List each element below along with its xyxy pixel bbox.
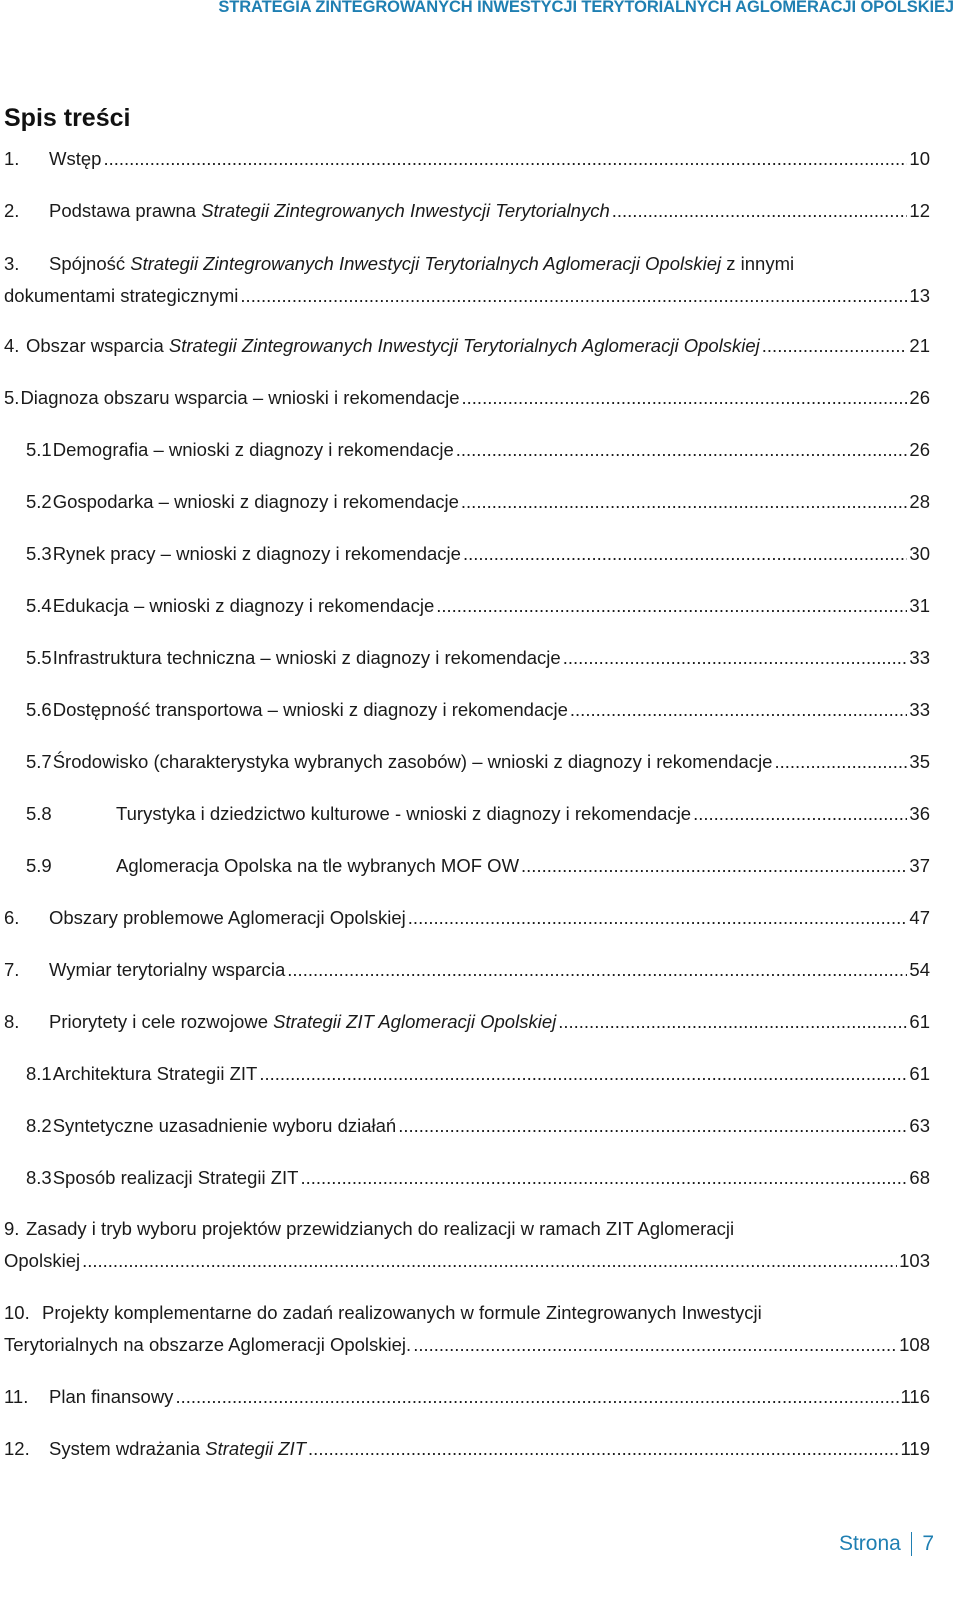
toc-entry-number: 8.1 — [26, 1063, 52, 1084]
toc-entry-title — [49, 1006, 556, 1038]
toc-entry-page-number: 26 — [909, 387, 930, 408]
toc-entry-page-number: 28 — [909, 491, 930, 512]
toc-entry-text-segment: Sposób realizacji Strategii ZIT — [52, 1167, 299, 1188]
toc-entry-title — [53, 1110, 397, 1142]
toc-entry-number: 5.3 — [26, 543, 52, 564]
toc-entry-text-segment: Strategii Zintegrowanych Inwestycji Terytorialnych Aglomeracji Opolskiej — [168, 335, 760, 356]
toc-entry-text-segment: Wymiar terytorialny wsparcia — [49, 959, 286, 980]
toc-entry-text-segment: Strategii ZIT — [205, 1438, 307, 1459]
toc-entry-text-segment: Obszary problemowe Aglomeracji Opolskiej — [49, 907, 406, 928]
toc-entry-text-segment: Edukacja – wnioski z diagnozy i rekomendacje — [52, 595, 435, 616]
toc-entry[interactable] — [4, 902, 930, 934]
footer-separator — [911, 1532, 913, 1556]
toc-entry-text-segment: Dostępność transportowa – wnioski z diagnozy i rekomendacje — [52, 699, 568, 720]
toc-entry-title — [53, 486, 459, 518]
toc-entry-title — [53, 1058, 258, 1090]
toc-entry-text-segment: z innymi — [721, 253, 795, 274]
toc-entry-text-segment: Spójność — [49, 253, 131, 274]
toc-entry-text-segment: Terytorialnych na obszarze Aglomeracji Opolskiej. — [4, 1334, 412, 1355]
toc-entry-page-number: 13 — [909, 285, 930, 306]
toc-entry-text-segment: Demografia – wnioski z diagnozy i rekomendacje — [52, 439, 454, 460]
toc-entry-number: 5.9 — [26, 855, 52, 876]
toc-entry[interactable] — [4, 1006, 930, 1038]
toc-entry[interactable] — [4, 382, 930, 414]
toc-entry[interactable] — [4, 954, 930, 986]
toc-entry-text-segment: Strategii Zintegrowanych Inwestycji Terytorialnych — [201, 200, 610, 221]
toc-entry[interactable] — [4, 1213, 930, 1277]
toc-entry-page-number: 26 — [909, 439, 930, 460]
toc-entry-text-segment: Podstawa prawna — [49, 200, 202, 221]
toc-entry-text-segment: Strategii Zintegrowanych Inwestycji Terytorialnych Aglomeracji Opolskiej — [130, 253, 722, 274]
toc-entry-number: 4. — [4, 335, 20, 356]
toc-entry-number: 10. — [4, 1302, 30, 1323]
toc-entry[interactable] — [4, 694, 930, 726]
page-footer — [839, 1532, 934, 1556]
toc-entry-number: 5.6 — [26, 699, 52, 720]
dot-leader — [463, 538, 907, 570]
toc-entry-text-segment: Turystyka i dziedzictwo kulturowe - wnioski z diagnozy i rekomendacje — [116, 803, 692, 824]
toc-entry-page-number: 63 — [909, 1115, 930, 1136]
toc-entry-text-segment: Strategii ZIT Aglomeracji Opolskiej — [273, 1011, 557, 1032]
toc-entry-number: 5.1 — [26, 439, 52, 460]
toc-entry-number: 5.8 — [26, 803, 52, 824]
running-header: STRATEGIA ZINTEGROWANYCH INWESTYCJI TERYTORIALNYCH AGLOMERACJI OPOLSKIEJ — [218, 0, 954, 16]
toc-entry-text-segment: Opolskiej — [4, 1250, 81, 1271]
toc-entry-title — [4, 1329, 411, 1361]
toc-entry[interactable] — [4, 143, 930, 175]
dot-leader — [521, 850, 907, 882]
toc-entry-text-segment: Architektura Strategii ZIT — [52, 1063, 258, 1084]
toc-entry-title — [26, 1218, 734, 1239]
toc-entry-page-number: 31 — [909, 595, 930, 616]
toc-entry-page-number: 61 — [909, 1063, 930, 1084]
toc-entry[interactable] — [4, 195, 930, 227]
toc-entry[interactable] — [4, 486, 930, 518]
toc-entry-number: 8.2 — [26, 1115, 52, 1136]
toc-entry-title — [53, 694, 568, 726]
toc-entry-first-line — [4, 1213, 930, 1245]
dot-leader — [398, 1110, 907, 1142]
toc-entry-title — [53, 434, 454, 466]
footer-label: Strona — [838, 1532, 901, 1555]
toc-entry-title — [116, 850, 519, 882]
toc-entry-title — [116, 798, 691, 830]
toc-entry-text-segment: Aglomeracja Opolska na tle wybranych MOF OW — [116, 855, 520, 876]
dot-leader — [693, 798, 907, 830]
toc-entry-title — [49, 902, 406, 934]
toc-entry-number: 5.2 — [26, 491, 52, 512]
toc-entry-text-segment: System wdrażania — [49, 1438, 206, 1459]
dot-leader — [774, 746, 907, 778]
dot-leader — [287, 954, 907, 986]
toc-entry-title — [26, 330, 760, 362]
toc-entry[interactable] — [4, 538, 930, 570]
toc-entry-page-number: 30 — [909, 543, 930, 564]
toc-entry-text-segment: Infrastruktura techniczna – wnioski z diagnozy i rekomendacje — [52, 647, 561, 668]
toc-entry-number: 1. — [4, 148, 20, 169]
toc-entry-number: 5. — [4, 387, 20, 408]
toc-entry-title — [20, 382, 459, 414]
toc-entry-title — [53, 746, 773, 778]
toc-entry-title — [49, 1433, 306, 1465]
dot-leader — [103, 143, 907, 175]
toc-entry-text-segment: Syntetyczne uzasadnienie wyboru działań — [52, 1115, 397, 1136]
toc-entry[interactable] — [4, 1433, 930, 1465]
toc-entry-text-segment: Plan finansowy — [49, 1386, 174, 1407]
toc-entry-title — [53, 590, 435, 622]
dot-leader — [558, 1006, 907, 1038]
toc-entry-page-number: 103 — [899, 1250, 930, 1271]
toc-entry-page-number: 68 — [909, 1167, 930, 1188]
toc-entry-first-line — [4, 1297, 930, 1329]
toc-entry[interactable] — [4, 434, 930, 466]
toc-entry-text-segment: Priorytety i cele rozwojowe — [49, 1011, 274, 1032]
toc-entry-title — [49, 195, 610, 227]
toc-entry-page-number: 116 — [900, 1386, 930, 1407]
toc-entry-number: 2. — [4, 200, 20, 221]
toc-entry[interactable] — [4, 1110, 930, 1142]
toc-entry[interactable] — [4, 850, 930, 882]
toc-entry-page-number: 35 — [909, 751, 930, 772]
toc-entry-text-segment: Diagnoza obszaru wsparcia – wnioski i rekomendacje — [20, 387, 460, 408]
dot-leader — [413, 1329, 897, 1361]
toc-entry-text-segment: Wstęp — [49, 148, 102, 169]
toc-entry-number: 8.3 — [26, 1167, 52, 1188]
toc-entry-text-segment: Gospodarka – wnioski z diagnozy i rekomendacje — [52, 491, 459, 512]
toc-entry-number: 3. — [4, 253, 20, 274]
toc-entry-text-segment: dokumentami strategicznymi — [4, 285, 239, 306]
toc-entry-page-number: 10 — [909, 148, 930, 169]
toc-entry-number: 11. — [4, 1386, 29, 1407]
dot-leader — [308, 1433, 898, 1465]
dot-leader — [408, 902, 908, 934]
toc-entry[interactable] — [4, 330, 930, 362]
toc-entry-page-number: 61 — [909, 1011, 930, 1032]
toc-entry-title — [53, 538, 461, 570]
toc-entry-text-segment: Projekty komplementarne do zadań realizowanych w formule Zintegrowanych Inwestycji — [42, 1302, 762, 1323]
toc-entry-page-number: 108 — [899, 1334, 930, 1355]
toc-entry-page-number: 33 — [909, 699, 930, 720]
dot-leader — [762, 330, 908, 362]
dot-leader — [300, 1162, 907, 1194]
toc-entry[interactable] — [4, 1058, 930, 1090]
toc-entry-title — [53, 642, 561, 674]
toc-entry-page-number: 47 — [909, 907, 930, 928]
toc-entry-number: 9. — [4, 1218, 20, 1239]
toc-entry[interactable] — [4, 746, 930, 778]
toc-entry-title — [42, 1302, 762, 1323]
toc-entry[interactable] — [4, 1297, 930, 1361]
dot-leader — [240, 280, 907, 312]
toc-entry-title — [49, 143, 101, 175]
toc-title: Spis treści — [4, 104, 131, 132]
page-number: 7 — [922, 1532, 934, 1555]
toc-entry-page-number: 21 — [909, 335, 930, 356]
dot-leader — [612, 195, 908, 227]
toc-entry-title — [49, 253, 794, 274]
dot-leader — [462, 382, 908, 414]
toc-entry-title — [4, 1245, 80, 1277]
toc-entry-page-number: 54 — [909, 959, 930, 980]
toc-entry-number: 6. — [4, 907, 20, 928]
dot-leader — [175, 1381, 898, 1413]
dot-leader — [259, 1058, 907, 1090]
toc-entry[interactable] — [4, 248, 930, 312]
toc-entry-number: 8. — [4, 1011, 20, 1032]
toc-entry[interactable] — [4, 798, 930, 830]
dot-leader — [563, 642, 908, 674]
dot-leader — [461, 486, 908, 518]
toc-entry-first-line — [4, 248, 930, 280]
toc-entry-number: 7. — [4, 959, 20, 980]
toc-entry[interactable] — [4, 642, 930, 674]
toc-entry[interactable] — [4, 1162, 930, 1194]
toc-entry-number: 12. — [4, 1438, 30, 1459]
toc-entry-title — [49, 954, 285, 986]
toc-entry-title — [49, 1381, 173, 1413]
dot-leader — [82, 1245, 897, 1277]
toc-entry-text-segment: Zasady i tryb wyboru projektów przewidzianych do realizacji w ramach ZIT Aglomeracji — [26, 1218, 735, 1239]
dot-leader — [456, 434, 908, 466]
dot-leader — [436, 590, 907, 622]
toc-entry-text-segment: Rynek pracy – wnioski z diagnozy i rekomendacje — [52, 543, 461, 564]
toc-entry-text-segment: Środowisko (charakterystyka wybranych zasobów) – wnioski z diagnozy i rekomendacje — [52, 751, 773, 772]
toc-entry[interactable] — [4, 590, 930, 622]
toc-entry-number: 5.4 — [26, 595, 52, 616]
toc-entry-number: 5.7 — [26, 751, 52, 772]
toc-entry[interactable] — [4, 1381, 930, 1413]
toc-entry-page-number: 37 — [909, 855, 930, 876]
toc-entry-text-segment: Obszar wsparcia — [26, 335, 169, 356]
toc-entry-title — [4, 280, 238, 312]
toc-entry-title — [53, 1162, 299, 1194]
toc-entry-page-number: 12 — [909, 200, 930, 221]
toc-entry-page-number: 36 — [909, 803, 930, 824]
dot-leader — [570, 694, 908, 726]
toc-entry-page-number: 33 — [909, 647, 930, 668]
toc-entry-number: 5.5 — [26, 647, 52, 668]
toc-entry-page-number: 119 — [900, 1438, 930, 1459]
